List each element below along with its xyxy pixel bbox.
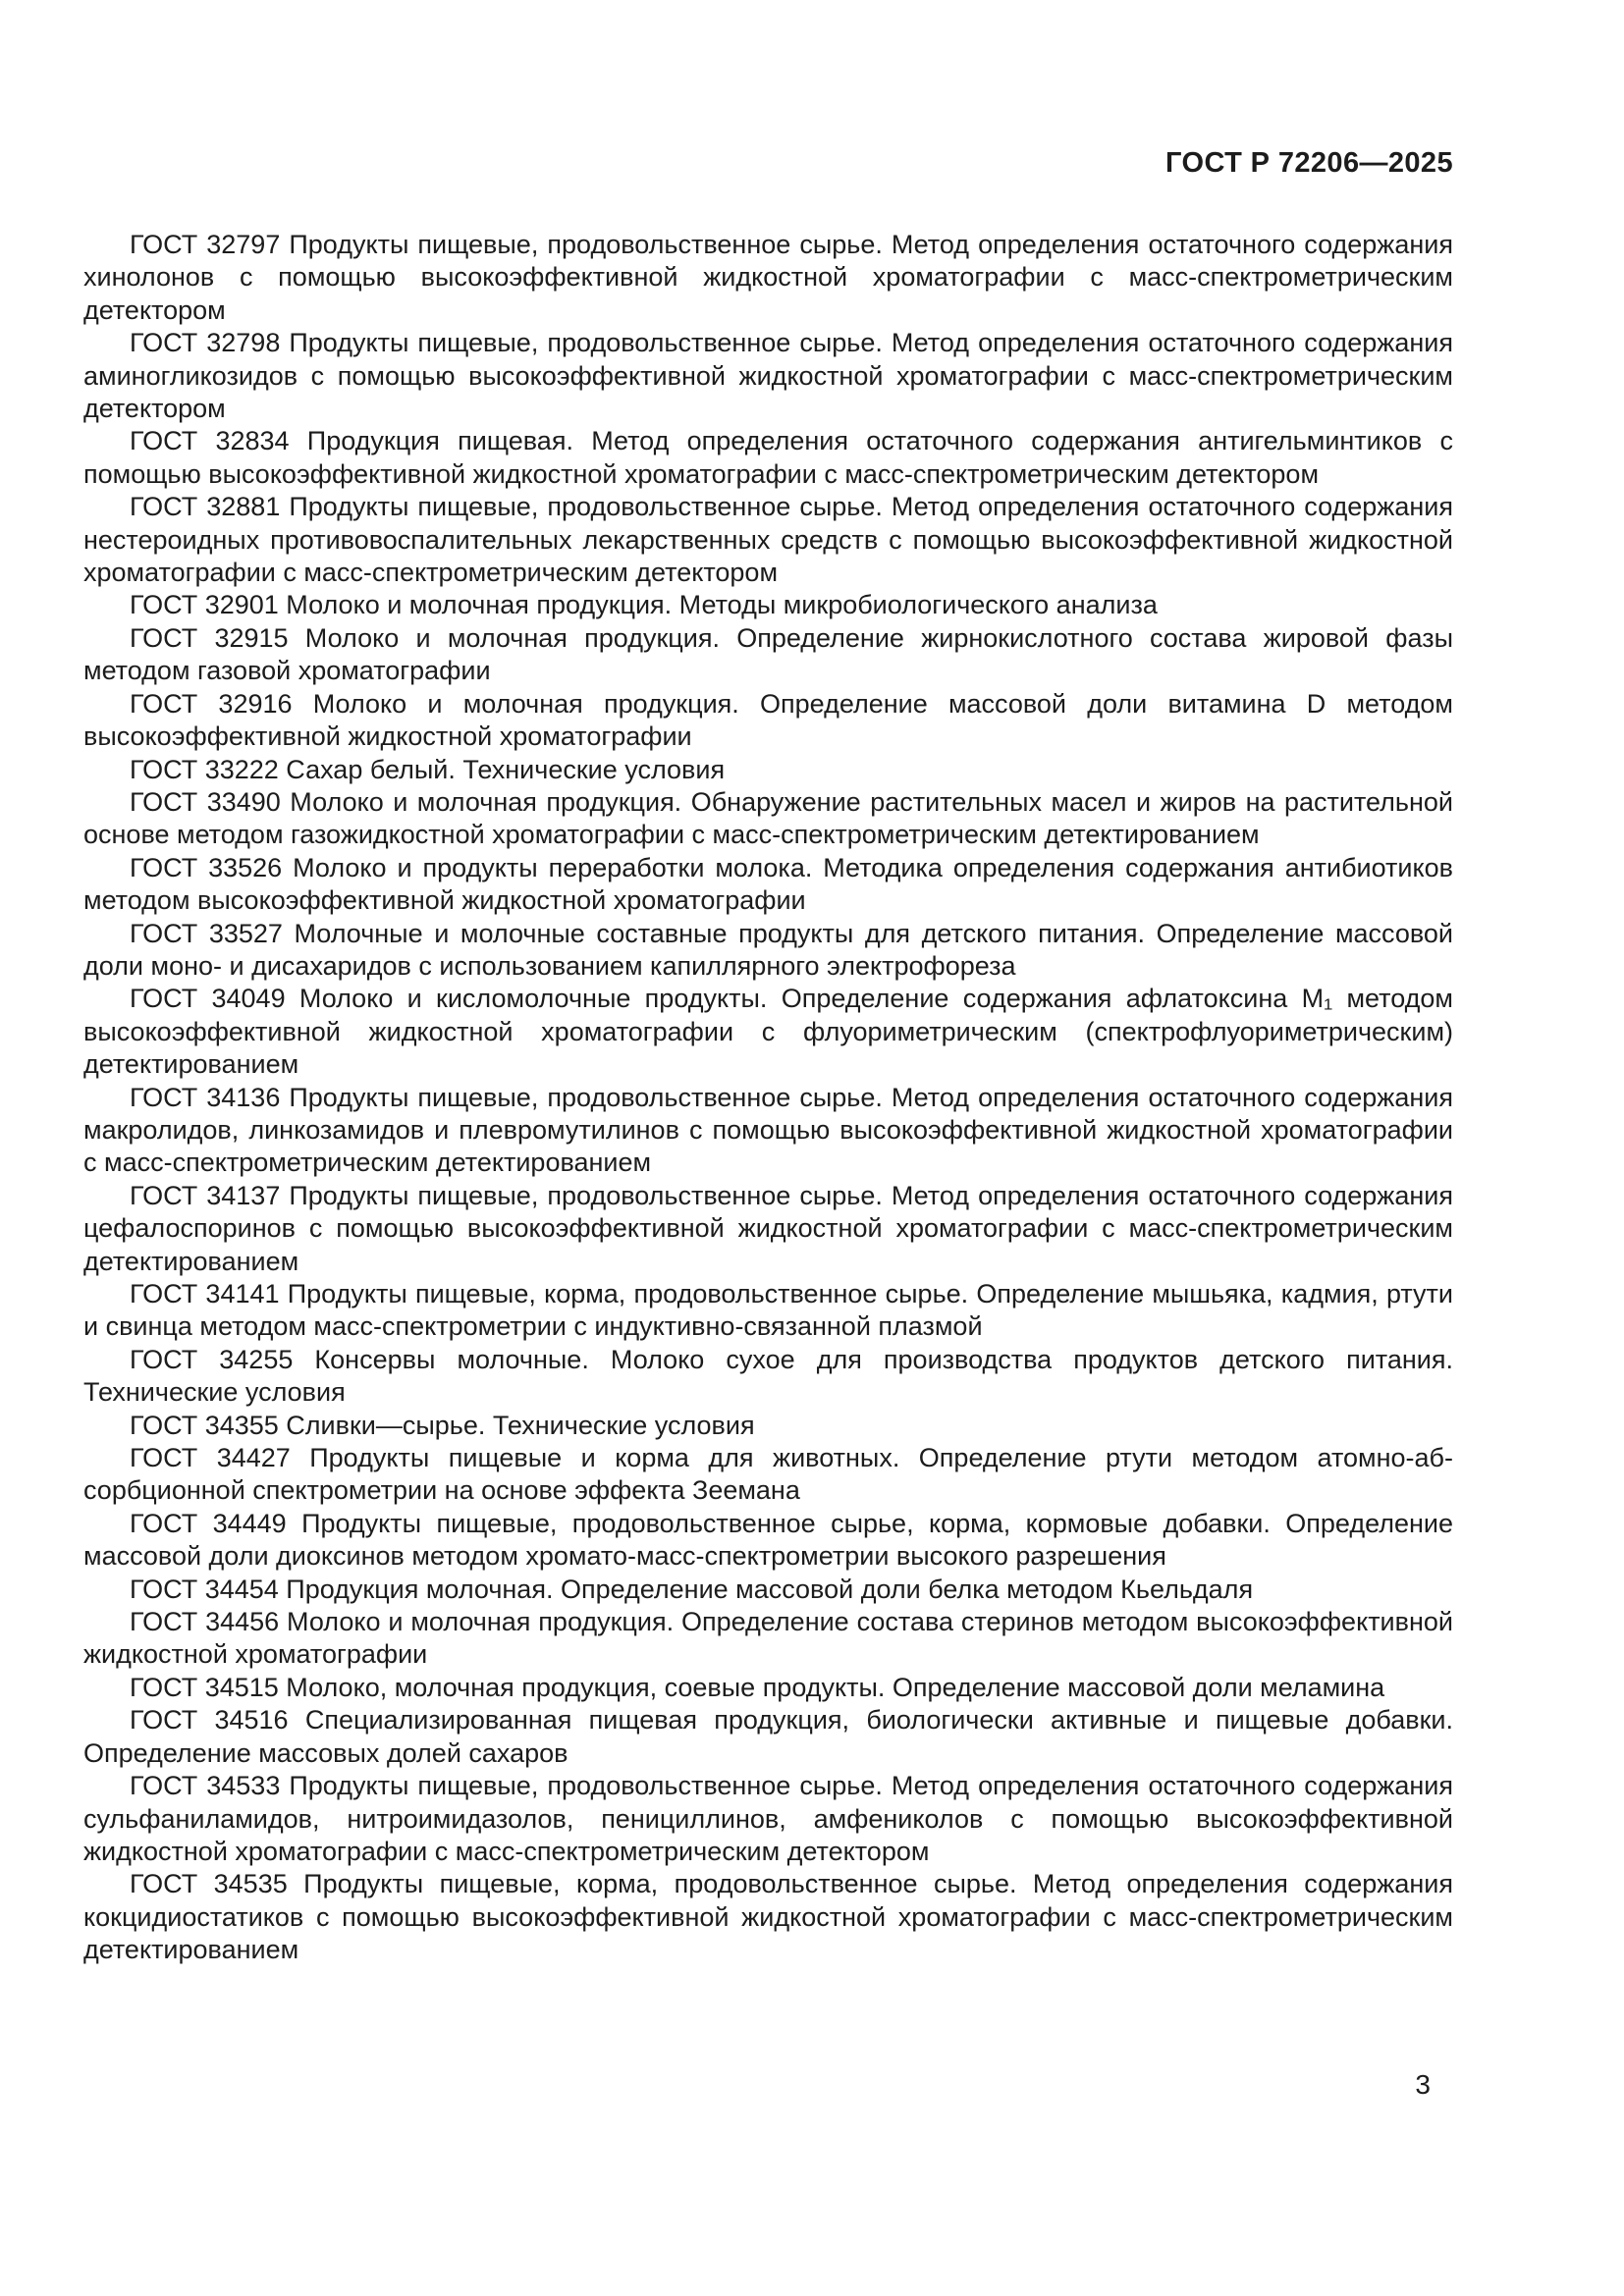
gost-entry: ГОСТ 32901 Молоко и молочная продукция. Методы микробиологического анализа (130, 590, 1158, 620)
gost-entry: ГОСТ 34136 Продукты пищевые, продовольственное сырье. Метод определения остаточного содержания макролидов, линкозамидов и плевромутилинов с помощью высокоэффективной жидкостной хроматографии с масс-спектрометрическим детектированием (83, 1082, 1453, 1178)
gost-entry: ГОСТ 32834 Продукция пищевая. Метод определения остаточного содержания антигельминтиков с помощью высокоэффективной жидкостной хроматографии с масс-спектрометрическим детектором (83, 426, 1453, 489)
document-header-designation: ГОСТ Р 72206—2025 (1165, 147, 1453, 179)
gost-entry: ГОСТ 32797 Продукты пищевые, продовольственное сырье. Метод определения остаточного содержания хинолонов с помощью высокоэффективной жидкостной хроматографии с масс-спектрометрическим детектором (83, 230, 1453, 325)
gost-entry: ГОСТ 34533 Продукты пищевые, продовольственное сырье. Метод определения остаточного содержания сульфаниламидов, нитроимидазолов, пенициллинов, амфениколов с помощью высокоэффективной жидкостной хроматографии с масс-спектрометрическим детектором (83, 1771, 1453, 1866)
gost-entry: ГОСТ 32881 Продукты пищевые, продовольственное сырье. Метод определения остаточного содержания нестероидных противовоспалительных лекарственных средств с помощью высокоэффективной жидкостной хроматографии с масс-спектрометрическим детектором (83, 492, 1453, 588)
gost-entry: ГОСТ 32915 Молоко и молочная продукция. Определение жирнокислотного состава жировой фазы методом газовой хроматографии (83, 622, 1453, 686)
gost-entry: ГОСТ 33490 Молоко и молочная продукция. Обнаружение растительных масел и жиров на растительной основе методом газожидкостной хроматографии с масс-спектрометрическим детектированием (83, 786, 1453, 850)
gost-entry: ГОСТ 34454 Продукция молочная. Определение массовой доли белка методом Кьельдаля (130, 1574, 1254, 1604)
gost-entry: ГОСТ 34516 Специализированная пищевая продукция, биологически активные и пищевые добавки. Определение массовых долей сахаров (83, 1705, 1453, 1768)
gost-entry: ГОСТ 33222 Сахар белый. Технические условия (130, 754, 726, 784)
gost-entry: ГОСТ 33526 Молоко и продукты переработки молока. Методика определения содержания антибиотиков методом высокоэффективной жидкостной хроматографии (83, 852, 1453, 916)
gost-entry: ГОСТ 34141 Продукты пищевые, корма, продовольственное сырье. Определение мышьяка, кадмия, ртути и свинца методом масс-спектрометрии с индуктивно-связанной плазмой (83, 1279, 1453, 1342)
gost-entry: ГОСТ 34535 Продукты пищевые, корма, продовольственное сырье. Метод определения содержания кокцидиостатиков с помощью высокоэффективной жидкостной хроматографии с масс-спектрометрическим детектированием (83, 1869, 1453, 1965)
gost-entry: ГОСТ 34355 Сливки—сырье. Технические условия (130, 1410, 755, 1440)
gost-entry: ГОСТ 33527 Молочные и молочные составные продукты для детского питания. Определение массовой доли моно- и дисахаридов с использованием капиллярного электрофореза (83, 918, 1453, 981)
page-number: 3 (1415, 2069, 1431, 2100)
gost-entry: ГОСТ 34137 Продукты пищевые, продовольственное сырье. Метод определения остаточного содержания цефалоспоринов с помощью высокоэффективной жидкостной хроматографии с масс-спектрометрическим детектированием (83, 1180, 1453, 1276)
gost-entry: ГОСТ 34255 Консервы молочные. Молоко сухое для производства продуктов детского питания. Технические условия (83, 1344, 1453, 1408)
gost-entry: ГОСТ 34049 Молоко и кисломолочные продукты. Определение содержания афлатоксина М₁ методом высокоэффективной жидкостной хроматографии с флуориметрическим (спектрофлуориметрическим) детектированием (83, 984, 1453, 1080)
gost-entry: ГОСТ 32916 Молоко и молочная продукция. Определение массовой доли витамина D методом высокоэффективной жидкостной хроматографии (83, 688, 1453, 752)
gost-entry: ГОСТ 34427 Продукты пищевые и корма для животных. Определение ртути методом атомно-абсорбционной спектрометрии на основе эффекта Зеемана (83, 1443, 1453, 1506)
standards-list (83, 229, 1453, 1967)
gost-entry: ГОСТ 34456 Молоко и молочная продукция. Определение состава стеринов методом высокоэффективной жидкостной хроматографии (83, 1607, 1453, 1670)
gost-entry: ГОСТ 34515 Молоко, молочная продукция, соевые продукты. Определение массовой доли меламина (130, 1672, 1385, 1702)
gost-entry: ГОСТ 32798 Продукты пищевые, продовольственное сырье. Метод определения остаточного содержания аминогликозидов с помощью высокоэффективной жидкостной хроматографии с масс-спектрометрическим детектором (83, 328, 1453, 424)
gost-entry: ГОСТ 34449 Продукты пищевые, продовольственное сырье, корма, кормовые добавки. Определение массовой доли диоксинов методом хромато-масс-спектрометрии высокого разрешения (83, 1508, 1453, 1572)
